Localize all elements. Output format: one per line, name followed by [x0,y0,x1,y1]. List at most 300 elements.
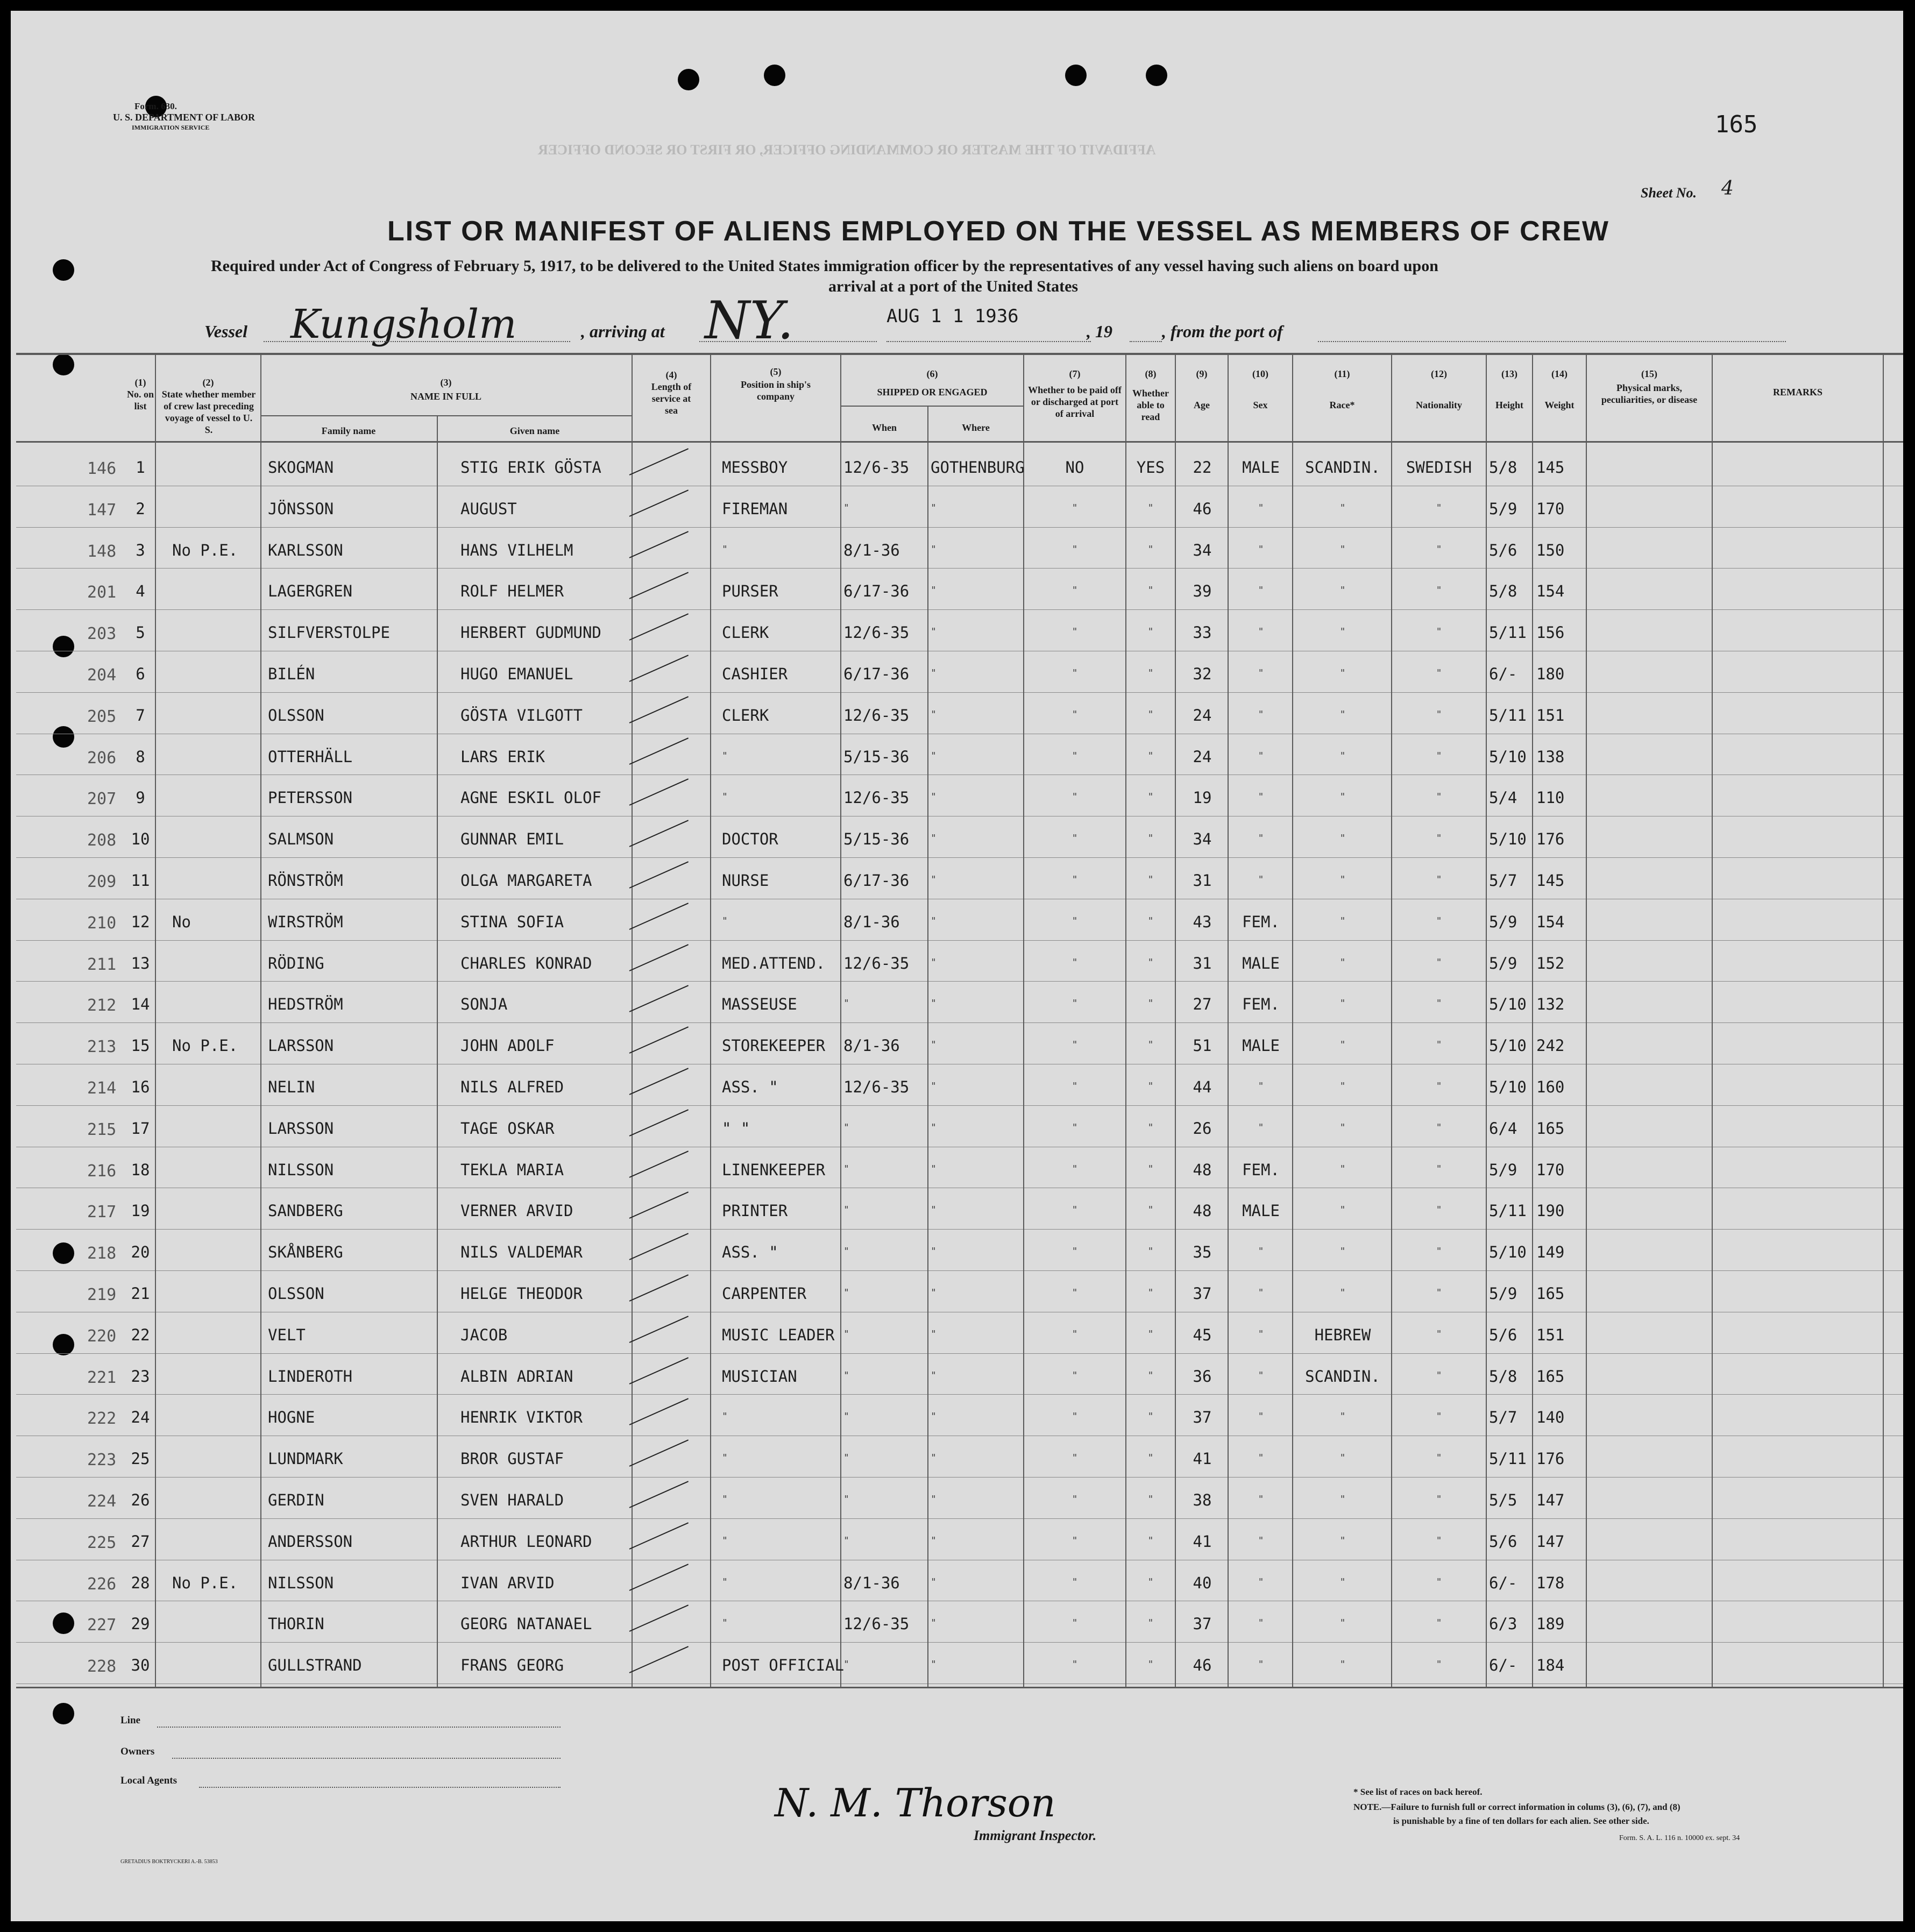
cell-given: SONJA [460,995,508,1013]
cell-paid: " [1072,502,1078,514]
cell-no: 17 [131,1119,150,1138]
cell-position: ASS. " [722,1243,778,1261]
cell-race: " [1339,544,1346,555]
cell-where: " [931,1370,937,1381]
cell-age: 26 [1193,1119,1212,1138]
service-length-mark [629,1068,689,1095]
cell-sex: FEM. [1242,995,1280,1013]
cell-sex: " [1258,1081,1264,1092]
cell-where: " [931,1411,937,1422]
cell-age: 37 [1193,1408,1212,1426]
cell-no: 25 [131,1450,150,1468]
service-length-mark [629,985,689,1012]
cell-read: " [1147,1617,1154,1629]
cell-paid: " [1072,1659,1078,1670]
cell-margin: 201 [87,583,117,602]
cell-position: CASHIER [722,665,788,683]
cell-weight: 154 [1536,913,1565,931]
cell-nationality: " [1436,998,1442,1009]
punch-hole [1146,65,1167,86]
cell-race: " [1339,915,1346,927]
cell-nationality: " [1436,1370,1442,1381]
cell-nationality: " [1436,1535,1442,1546]
punch-hole [53,636,74,657]
col-rule [710,353,711,1687]
cell-family: LARSSON [268,1036,334,1055]
cell-age: 48 [1193,1161,1212,1179]
cell-weight: 150 [1536,541,1565,559]
from-port-label: , from the port of [1162,322,1283,341]
cell-no: 14 [131,995,150,1013]
col-15-number: (15) [1641,368,1657,379]
cell-when: 8/1-36 [843,1574,900,1592]
cell-age: 37 [1193,1284,1212,1303]
cell-where: " [931,1163,937,1175]
cell-where: " [931,1329,937,1340]
cell-where: " [931,667,937,679]
cell-height: 5/9 [1489,954,1517,972]
cell-read: " [1147,1659,1154,1670]
cell-paid: " [1072,874,1078,885]
cell-sex: " [1258,1452,1264,1464]
cell-read: " [1147,915,1154,927]
cell-given: TEKLA MARIA [460,1161,564,1179]
cell-weight: 176 [1536,830,1565,848]
cell-paid: " [1072,585,1078,596]
cell-nationality: " [1436,1411,1442,1422]
cell-age: 31 [1193,954,1212,972]
vessel-dotted-line [264,340,570,342]
note-line-2: is punishable by a fine of ten dollars for each alien. See other side. [1393,1816,1649,1826]
cell-family: NILSSON [268,1574,334,1592]
cell-no: 19 [131,1202,150,1220]
cell-prev: No [172,913,191,931]
cell-given: CHARLES KONRAD [460,954,592,972]
cell-where: " [931,1617,937,1629]
cell-position: STOREKEEPER [722,1036,826,1055]
cell-sex: " [1258,1659,1264,1670]
cell-weight: 149 [1536,1243,1565,1261]
punch-hole [1065,65,1087,86]
col-3a-header: Family name [321,425,376,436]
cell-no: 12 [131,913,150,931]
cell-paid: " [1072,1411,1078,1422]
row-rule [16,1477,1903,1478]
cell-when: " [843,1370,849,1381]
cell-when: " [843,1494,849,1505]
page-title: LIST OR MANIFEST OF ALIENS EMPLOYED ON THE VESSEL AS MEMBERS OF CREW [387,216,1609,247]
cell-given: NILS VALDEMAR [460,1243,583,1261]
cell-margin: 148 [87,542,117,561]
printer-mark: GRETADIUS BOKTRYCKERI A.-B. 53853 [120,1859,218,1865]
cell-family: SKÅNBERG [268,1243,343,1261]
cell-margin: 220 [87,1327,117,1346]
cell-sex: " [1258,1576,1264,1588]
cell-margin: 147 [87,501,117,520]
cell-nationality: " [1436,1163,1442,1175]
cell-paid: " [1072,791,1078,802]
col-rule [1292,353,1293,1687]
cell-no: 29 [131,1615,150,1633]
cell-position: NURSE [722,871,769,890]
cell-when: 5/15-36 [843,748,910,766]
cell-position: LINENKEEPER [722,1161,826,1179]
cell-race: " [1339,1576,1346,1588]
cell-read: " [1147,1204,1154,1216]
cell-read: " [1147,957,1154,968]
col-3-number: (3) [440,377,452,388]
cell-nationality: " [1436,1204,1442,1216]
cell-paid: " [1072,1370,1078,1381]
cell-position: FIREMAN [722,500,788,518]
col-rule [437,415,438,1687]
cell-age: 31 [1193,871,1212,890]
cell-family: GERDIN [268,1491,324,1509]
cell-margin: 211 [87,955,117,974]
cell-position: POST OFFICIAL [722,1656,844,1674]
cell-when: 12/6-35 [843,789,910,807]
cell-where: " [931,1039,937,1050]
cell-race: " [1339,709,1346,720]
cell-given: FRANS GEORG [460,1656,564,1674]
cell-sex: " [1258,791,1264,802]
cell-paid: " [1072,1081,1078,1092]
cell-position: CARPENTER [722,1284,807,1303]
service-length-mark [629,655,689,682]
col-rule [1712,353,1713,1687]
table-bottom-rule [16,1687,1903,1688]
cell-no: 8 [136,748,145,766]
cell-read: " [1147,585,1154,596]
cell-race: " [1339,957,1346,968]
cell-sex: " [1258,667,1264,679]
cell-given: SVEN HARALD [460,1491,564,1509]
cell-given: ALBIN ADRIAN [460,1367,573,1386]
cell-nationality: " [1436,585,1442,596]
cell-margin: 214 [87,1079,117,1098]
col-5-header: Position in ship's company [740,379,811,402]
cell-when: 12/6-35 [843,954,910,972]
arriving-port: NY. [705,290,794,351]
row-rule [16,1518,1903,1519]
cell-sex: " [1258,874,1264,885]
cell-margin: 208 [87,831,117,850]
cell-where: " [931,750,937,762]
cell-sex: " [1258,750,1264,762]
cell-height: 5/9 [1489,1284,1517,1303]
cell-age: 32 [1193,665,1212,683]
cell-position: DOCTOR [722,830,778,848]
cell-race: " [1339,750,1346,762]
cell-given: HANS VILHELM [460,541,573,559]
cell-where: " [931,1659,937,1670]
cell-no: 18 [131,1161,150,1179]
cell-race: " [1339,1535,1346,1546]
year-dotted-line [1130,340,1162,342]
punch-hole [53,354,74,375]
cell-nationality: " [1436,1576,1442,1588]
col-7-header: Whether to be paid off or discharged at port of arrival [1028,385,1122,419]
cell-nationality: " [1436,957,1442,968]
note-line-1: NOTE.—Failure to furnish full or correct information in colums (3), (6), (7), and (8) [1353,1802,1680,1812]
cell-read: " [1147,1081,1154,1092]
cell-nationality: " [1436,1617,1442,1629]
cell-read: " [1147,1494,1154,1505]
cell-read: " [1147,874,1154,885]
cell-margin: 227 [87,1616,117,1635]
cell-race: " [1339,791,1346,802]
punch-hole [53,1334,74,1355]
cell-where: " [931,1122,937,1133]
line-label: Line [120,1715,140,1726]
cell-given: HUGO EMANUEL [460,665,573,683]
cell-sex: MALE [1242,458,1280,477]
cell-no: 28 [131,1574,150,1592]
cell-weight: 189 [1536,1615,1565,1633]
cell-age: 46 [1193,500,1212,518]
owners-label: Owners [120,1746,155,1757]
cell-nationality: " [1436,502,1442,514]
cell-paid: " [1072,544,1078,555]
cell-weight: 190 [1536,1202,1565,1220]
cell-family: SKOGMAN [268,458,334,477]
col-rule [1175,353,1176,1687]
cell-age: 34 [1193,830,1212,848]
cell-read: " [1147,1535,1154,1546]
cell-nationality: " [1436,1246,1442,1257]
cell-when: " [843,1659,849,1670]
cell-margin: 204 [87,666,117,685]
col-12-header: Nationality [1415,400,1462,410]
cell-age: 35 [1193,1243,1212,1261]
cell-sex: " [1258,1494,1264,1505]
cell-sex: " [1258,626,1264,637]
cell-race: " [1339,1452,1346,1464]
cell-paid: " [1072,1246,1078,1257]
col-rule [1391,353,1392,1687]
cell-sex: " [1258,1329,1264,1340]
cell-race: " [1339,1659,1346,1670]
cell-when: 12/6-35 [843,706,910,724]
cell-no: 4 [136,582,145,600]
cell-when: " [843,1329,849,1340]
cell-prev: No P.E. [172,541,238,559]
vessel-label: Vessel [204,322,247,341]
col-13-number: (13) [1501,368,1517,379]
cell-when: " [843,1535,849,1546]
cell-given: TAGE OSKAR [460,1119,555,1138]
cell-where: " [931,544,937,555]
service-length-mark [629,613,689,641]
inspector-signature: N. M. Thorson [775,1780,1056,1826]
col-rule [1125,353,1126,1687]
cell-sex: " [1258,544,1264,555]
row-rule [16,609,1903,610]
cell-position: " [722,750,728,762]
cell-position: " " [722,1119,750,1138]
cell-where: " [931,1081,937,1092]
cell-given: STIG ERIK GÖSTA [460,458,601,477]
cell-where: " [931,1576,937,1588]
cell-where: " [931,874,937,885]
cell-sex: FEM. [1242,913,1280,931]
cell-weight: 170 [1536,500,1565,518]
subtitle-line-2: arrival at a port of the United States [828,278,1079,295]
col-6b-header: Where [962,422,990,433]
cell-age: 24 [1193,748,1212,766]
cell-sex: " [1258,1246,1264,1257]
year-label: , 19 [1087,322,1112,341]
manifest-page [11,11,1903,1921]
cell-weight: 110 [1536,789,1565,807]
cell-race: " [1339,1163,1346,1175]
cell-weight: 151 [1536,706,1565,724]
cell-age: 22 [1193,458,1212,477]
cell-nationality: " [1436,1081,1442,1092]
cell-given: ROLF HELMER [460,582,564,600]
cell-race: " [1339,1617,1346,1629]
cell-height: 5/10 [1489,995,1527,1013]
cell-paid: " [1072,1163,1078,1175]
cell-read: " [1147,1122,1154,1133]
cell-race: " [1339,1246,1346,1257]
row-rule [16,857,1903,858]
cell-family: THORIN [268,1615,324,1633]
service-length-mark [629,1357,689,1384]
cell-paid: " [1072,1576,1078,1588]
service-length-mark [629,1109,689,1137]
cell-paid: " [1072,833,1078,844]
service-length-mark [629,1026,689,1054]
cell-when: 8/1-36 [843,913,900,931]
col-rule [1586,353,1587,1687]
cell-weight: 165 [1536,1367,1565,1386]
row-rule [16,1229,1903,1230]
cell-family: VELT [268,1326,306,1344]
cell-read: " [1147,1163,1154,1175]
col-6-number: (6) [926,368,938,379]
cell-family: HEDSTRÖM [268,995,343,1013]
cell-race: " [1339,1081,1346,1092]
col-1-number: (1) [134,377,146,388]
cell-margin: 217 [87,1203,117,1221]
col-3-header: NAME IN FULL [410,391,481,402]
service-name: IMMIGRATION SERVICE [132,124,210,131]
cell-height: 5/10 [1489,1243,1527,1261]
cell-age: 45 [1193,1326,1212,1344]
col-6-header: SHIPPED OR ENGAGED [877,387,988,397]
service-length-mark [629,861,689,889]
row-rule [16,692,1903,693]
service-length-mark [629,1439,689,1467]
cell-position: MUSIC LEADER [722,1326,835,1344]
cell-height: 5/6 [1489,1532,1517,1551]
cell-when: " [843,502,849,514]
cell-given: HENRIK VIKTOR [460,1408,583,1426]
cell-age: 34 [1193,541,1212,559]
remarks-header: REMARKS [1772,387,1822,397]
cell-margin: 216 [87,1162,117,1181]
cell-margin: 205 [87,707,117,726]
col-rule [1023,353,1024,1687]
cell-family: OLSSON [268,1284,324,1303]
cell-when: 8/1-36 [843,1036,900,1055]
cell-where: GOTHENBURG [931,458,1025,477]
cell-position: " [722,1411,728,1422]
col-6a-header: When [871,422,897,433]
col-1-header: No. on list [126,389,154,411]
cell-position: " [722,1617,728,1629]
cell-margin: 207 [87,790,117,808]
cell-no: 7 [136,706,145,724]
cell-where: " [931,998,937,1009]
cell-when: 8/1-36 [843,541,900,559]
cell-read: " [1147,1411,1154,1422]
cell-given: AUGUST [460,500,517,518]
cell-given: GEORG NATANAEL [460,1615,592,1633]
cell-no: 30 [131,1656,150,1674]
cell-margin: 222 [87,1409,117,1428]
cell-where: " [931,957,937,968]
cell-paid: " [1072,709,1078,720]
cell-margin: 215 [87,1120,117,1139]
cell-family: OLSSON [268,706,324,724]
agents-dotted [199,1786,561,1788]
cell-height: 5/11 [1489,1202,1527,1220]
col-rule [1883,353,1884,1687]
cell-weight: 138 [1536,748,1565,766]
cell-nationality: " [1436,750,1442,762]
cell-nationality: " [1436,709,1442,720]
cell-family: RÖDING [268,954,324,972]
cell-weight: 145 [1536,871,1565,890]
cell-sex: MALE [1242,1036,1280,1055]
date-dotted-line [886,340,1091,342]
cell-read: YES [1136,458,1165,477]
table-top-rule [16,353,1903,355]
service-length-mark [629,489,689,517]
cell-given: VERNER ARVID [460,1202,573,1220]
cell-nationality: " [1436,1329,1442,1340]
cell-margin: 225 [87,1533,117,1552]
cell-paid: " [1072,667,1078,679]
inspector-label: Immigrant Inspector. [974,1828,1097,1843]
cell-where: " [931,1246,937,1257]
cell-given: IVAN ARVID [460,1574,555,1592]
col-rule [632,353,633,1687]
name-subheader-rule [260,415,632,416]
cell-sex: " [1258,502,1264,514]
cell-where: " [931,1494,937,1505]
cell-nationality: SWEDISH [1406,458,1472,477]
cell-no: 5 [136,623,145,642]
row-rule [16,527,1903,528]
cell-read: " [1147,791,1154,802]
cell-nationality: " [1436,1039,1442,1050]
cell-race: " [1339,1039,1346,1050]
cell-position: MED.ATTEND. [722,954,826,972]
cell-where: " [931,1287,937,1298]
cell-no: 6 [136,665,145,683]
cell-weight: 151 [1536,1326,1565,1344]
department-name: U. S. DEPARTMENT OF LABOR [113,112,256,123]
sheet-number: 4 [1721,177,1734,200]
punch-hole [53,1613,74,1634]
cell-race: " [1339,585,1346,596]
local-agents-label: Local Agents [120,1775,178,1786]
cell-margin: 226 [87,1575,117,1594]
service-length-mark [629,1191,689,1219]
